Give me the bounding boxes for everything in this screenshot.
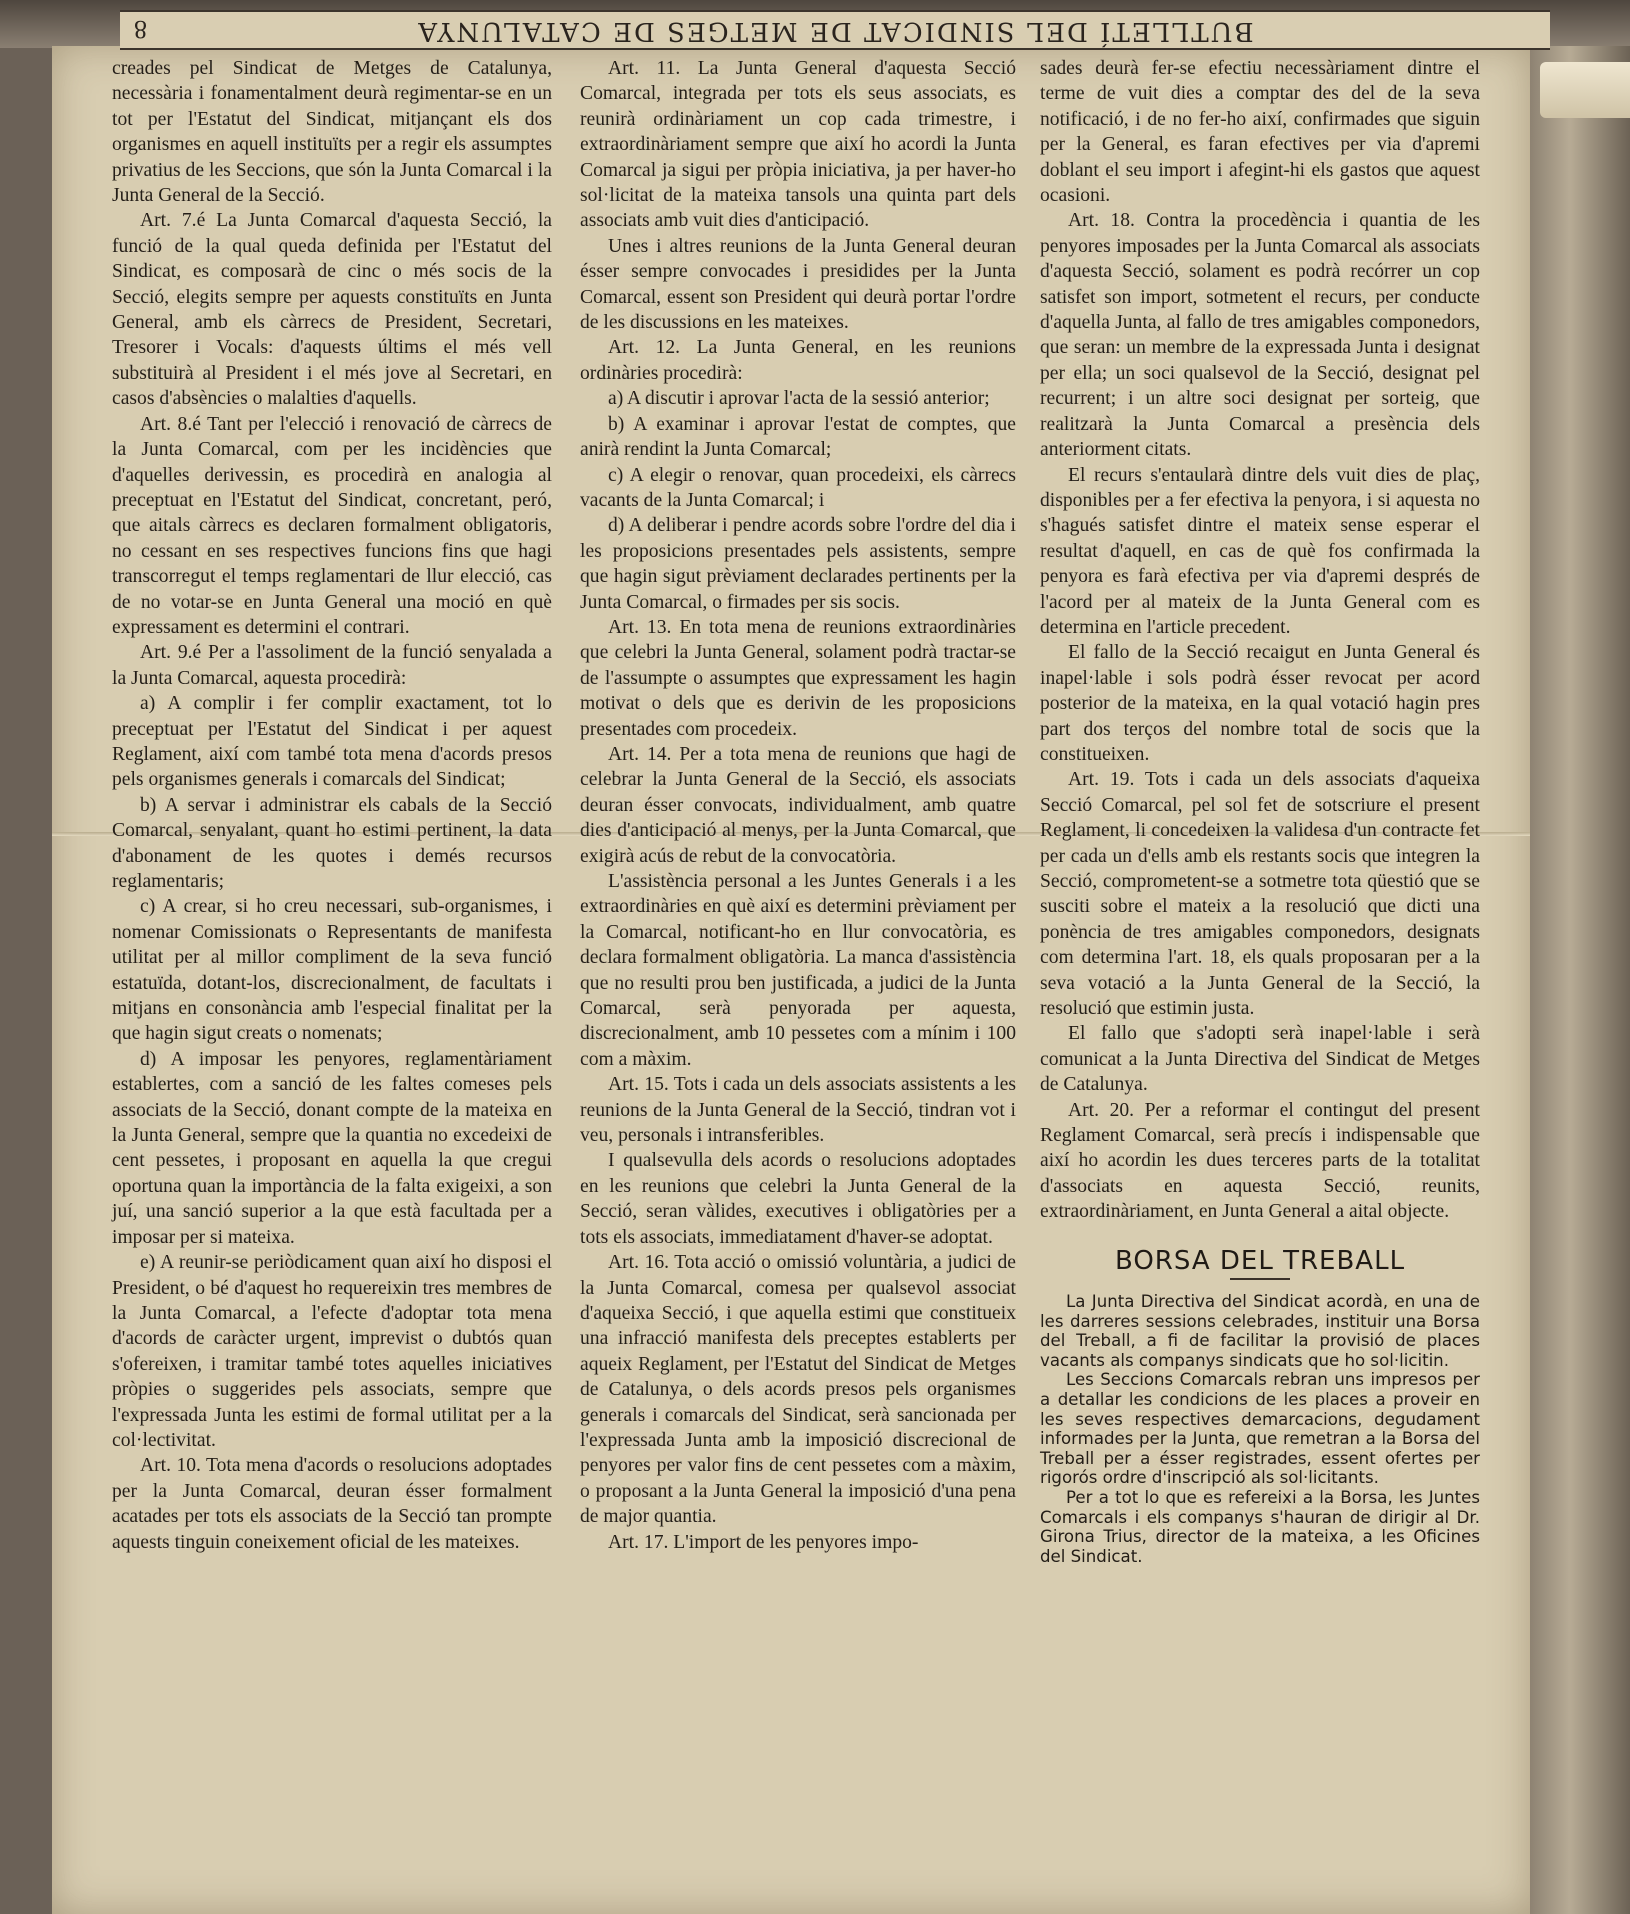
article-16: Art. 16. Tota acció o omissió voluntària, a judici de la Junta Comarcal, comesa per qualsevol associat d'aqueixa Secció, i que aquella estimi que constitueix una infracció manifesta dels preceptes establerts per aqueix Reglament, per l'Estatut del Sindicat de Metges de Catalunya, o dels acords presos pels organismes generals i comarcals del Sindicat, serà sancionada per l'expressada Junta amb la imposició discrecional de penyores per valor fins de cent pessetes com a màxim, o proposant a la Junta General la imposició d'una pena de major quantia. [580,1252,1016,1528]
article-14: Art. 14. Per a tota mena de reunions que hagi de celebrar la Junta General de la Secció, els associats deuran ésser convocats, individualment, amb quatre dies d'anticipació al menys, per la Junta Comarcal, que exigirà acús de rebut de la convocatòria. [580,743,1016,867]
article-9-item-b: b) A servar i administrar els cabals de la Secció Comarcal, senyalant, quant ho estimi pertinent, la data d'abonament de les quotes i demés recursos reglamentaris; [112,794,552,892]
borsa-paragraph: La Junta Directiva del Sindicat acordà, en una de les darreres sessions celebrades, instituir una Borsa del Treball, a fi de facilitar la provisió de places vacants als companys sindicats que ho sol·licitin. [1040,1292,1480,1370]
paragraph: L'assistència personal a les Juntes Generals i a les extraordinàries en què així es determini prèviament per la Comarcal, notificant-ho en llur convocatòria, es declara formalment obligatòria. La manca d'assistència que no resulti prou ben justificada, a judici de la Junta Comarcal, serà penyorada per aquesta, discrecionalment, amb 10 pessetes com a mínim i 100 com a màxim. [580,871,1016,1070]
article-18: Art. 18. Contra la procedència i quantia de les penyores imposades per la Junta Comarcal als associats d'aquesta Secció, solament es podrà recórrer un cop satisfet son import, sotmetent el recurs, per conducte d'aquella Junta, al fallo de tres amigables componedors, que seran: un membre de la expressada Junta i designat per ella; un soci qualsevol de la Secció, designat pel recurrent; i un altre soci designat per sorteig, que realitzarà la Junta Comarcal a presència dels anteriorment citats. [1040,210,1480,461]
article-11: Art. 11. La Junta General d'aquesta Secció Comarcal, integrada per tots els seus associats, es reunirà ordinàriament un cop cada trimestre, i extraordinàriament sempre que així ho acordi la Junta Comarcal ja sigui per pròpia iniciativa, ja per haver-ho sol·licitat de la mateixa tansols una quinta part dels associats amb vuit dies d'anticipació. [580,58,1016,232]
article-9-item-c: c) A crear, si ho creu necessari, sub-organismes, i nomenar Comissionats o Representants de manifesta utilitat per al millor compliment de la seva funció estatuïda, dotant-los, discrecionalment, de facultats i mitjans en consonància amb l'especial finalitat per la que hagin sigut creats o nomenats; [112,896,552,1045]
article-17: Art. 17. L'import de les penyores impo- [608,1531,919,1553]
article-13: Art. 13. En tota mena de reunions extraordinàries que celebri la Junta General, solament podrà tractar-se de l'assumpte o assumptes que expressament les hagin motivat o dels que es derivin de les proposicions presentades com procedeix. [580,616,1016,740]
paragraph: sades deurà fer-se efectiu necessàriament dintre el terme de vuit dies a comptar des del de la seva notificació, i de no fer-ho així, confirmades que siguin per la General, es faran efectives per via d'apremi doblant el seu import i afegint-hi els gastos que aquest ocasioni. [1040,58,1480,207]
article-15: Art. 15. Tots i cada un dels associats assistents a les reunions de la Junta General de la Secció, tindran vot i veu, personals i intransferibles. [580,1074,1016,1147]
column-2 [580,56,1016,1555]
paragraph: I qualsevulla dels acords o resolucions adoptades en les reunions que celebri la Junta General de la Secció, seran vàlides, executives i obligatòries per a tots els associats, immediatament d'haver-se adoptat. [580,1150,1016,1248]
paragraph: El fallo de la Secció recaigut en Junta General és inapel·lable i sols podrà ésser revocat per acord posterior de la mateixa, en la qual votació hagin pres part dos terços del nombre total de socis que la constitueixen. [1040,642,1480,765]
article-12-item-c: c) A elegir o renovar, quan procedeixi, els càrrecs vacants de la Junta Comarcal; i [580,464,1016,511]
article-20: Art. 20. Per a reformar el contingut del present Reglament Comarcal, serà precís i indispensable que així ho acordin les dues terceres parts de la totalitat d'associats en aquesta Secció, reunits, extraordinàriament, en Junta General a aital objecte. [1040,1099,1480,1223]
paragraph: El fallo que s'adopti serà inapel·lable i serà comunicat a la Junta Directiva del Sindicat de Metges de Catalunya. [1040,1023,1480,1096]
article-9: Art. 9.é Per a l'assoliment de la funció senyalada a la Junta Comarcal, aquesta procedirà: [112,642,552,689]
paragraph: Unes i altres reunions de la Junta General deuran ésser sempre convocades i presidides per la Junta Comarcal, essent son President qui deurà portar l'ordre de les discussions en les mateixes. [580,235,1016,334]
article-9-item-e: e) A reunir-se periòdicament quan així ho disposi el President, o bé d'aquest ho requereixin tres membres de la Junta Comarcal, a l'efecte d'adoptar tota mena d'acords de caràcter urgent, imprevist o dubtós quan s'ofereixen, i tramitar també totes aquelles iniciatives pròpies o suggerides pels associats, sempre que l'expressada Junta les estimi de formal utilitat per a la col·lectivitat. [112,1252,552,1451]
column-1 [112,56,552,1555]
article-10: Art. 10. Tota mena d'acords o resolucions adoptades per la Junta Comarcal, deuran ésser formalment acatades per tots els associats de la Secció tan prompte aquests tinguin coneixement oficial de les mateixes. [112,1455,552,1553]
article-12: Art. 12. La Junta General, en les reunions ordinàries procedirà: [580,337,1016,384]
borsa-paragraph: Les Seccions Comarcals rebran uns impresos per a detallar les condicions de les places a proveir en les seves respectives demarcacions, degudament informades per la Junta, que remetran a la Borsa del Treball per a ésser registrades, essent ofertes per rigorós ordre d'inscripció als sol·licitants. [1040,1370,1480,1488]
heading-rule [1230,1278,1290,1280]
article-9-item-d: d) A imposar les penyores, reglamentàriament establertes, com a sanció de les faltes comeses pels associats de la Secció, donant compte de la mateixa en la Junta General, sempre que la quantia no excedeixi de cent pessetes, i proposant en aquella la que cregui oportuna quan la importància de la falta exigeixi, a son juí, una sanció superior a la que està facultada per a imposar per si mateixa. [112,1048,552,1248]
page-number: 8 [134,15,147,44]
paragraph: El recurs s'entaularà dintre dels vuit dies de plaç, disponibles per a fer efectiva la penyora, i si aquesta no s'hagués satisfet dintre el mateix sense esperar el resultat d'aquell, en cas de què fos confirmada la penyora es farà efectiva per via d'apremi després de l'acord per al mateix de la Junta General com es determina en l'article precedent. [1040,464,1480,638]
scan-right-edge [1530,46,1630,1914]
article-12-item-b: b) A examinar i aprovar l'estat de comptes, que anirà rendint la Junta Comarcal; [580,413,1016,461]
column-3 [1040,56,1480,1566]
masthead [120,10,1550,50]
masthead-title: BUTLLETÍ DEL SINDICAT DE METGES DE CATALUNYA [416,16,1254,46]
borsa-paragraph: Per a tot lo que es refereixi a la Borsa, les Juntes Comarcals i els companys s'hauran de dirigir al Dr. Girona Trius, director de la mateixa, a les Oficines del Sindicat. [1040,1488,1480,1566]
paper-roll [1540,62,1630,118]
article-12-item-d: d) A deliberar i pendre acords sobre l'ordre del dia i les proposicions presentades pels assistents, sempre que hagin sigut prèviament declarades pertinents per la Junta Comarcal, o firmades per sis socis. [580,515,1016,613]
section-heading: BORSA DEL TREBALL [1114,1245,1406,1276]
article-9-item-a: a) A complir i fer complir exactament, tot lo preceptuat per l'Estatut del Sindicat i per aquest Reglament, així com també tota mena d'acords presos pels organismes generals i comarcals del Sindicat; [112,693,552,791]
paragraph: creades pel Sindicat de Metges de Catalunya, necessària i fonamentalment deurà regimentar-se en un tot per l'Estatut del Sindicat, mitjançant els dos organismes en aquell instituïts per a regir els assumptes privatius de les Seccions, que són la Junta Comarcal i la Junta General de la Secció. [112,58,552,207]
article-8: Art. 8.é Tant per l'elecció i renovació de càrrecs de la Junta Comarcal, com per les incidències que d'aquelles derivessin, es procedirà en analogia al preceptuat en l'Estatut del Sindicat, concretant, peró, que aitals càrrecs es declaren formalment obligatoris, no cessant en ses respectives funcions fins que hagi transcorregut el temps reglamentari de llur elecció, cas de no votar-se en Junta General una moció en què expressament es determini el contrari. [112,413,552,638]
borsa-del-treball-section [1040,1245,1480,1567]
article-12-item-a: a) A discutir i aprovar l'acta de la sessió anterior; [608,388,990,410]
article-19: Art. 19. Tots i cada un dels associats d'aqueixa Secció Comarcal, pel sol fet de sotscriure el present Reglament, li concedeixen la validesa d'un contracte fet per cada un d'ells amb els restants socis que integren la Secció, comprometent-se a sotmetre tota qüestió que se susciti sobre el mateix a la resolució que dicti una ponència de tres amigables componedors, designats com determina l'art. 18, els quals proposaran per a la seva votació a la Junta General de la Secció, la resolució que estimin justa. [1040,769,1480,1020]
article-7: Art. 7.é La Junta Comarcal d'aquesta Secció, la funció de la qual queda definida per l'Estatut del Sindicat, es composarà de cinc o més socis de la Secció, elegits sempre per aquests constituïts en Junta General, amb els càrrecs de President, Secretari, Tresorer i Vocals: d'aquests últims el més vell substituirà al President i el més jove al Secretari, en casos d'absències o malalties d'aquells. [112,210,552,410]
